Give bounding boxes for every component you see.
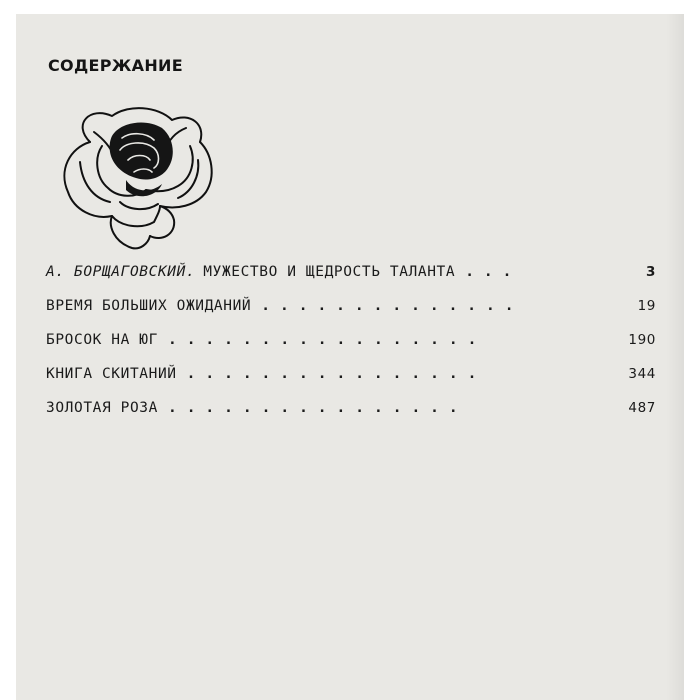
toc-entry-title: КНИГА СКИТАНИЙ	[46, 366, 177, 382]
toc-entry-title: МУЖЕСТВО И ЩЕДРОСТЬ ТАЛАНТА	[203, 264, 456, 280]
page-edge-shadow	[666, 14, 684, 700]
toc-entry-title: ВРЕМЯ БОЛЬШИХ ОЖИДАНИЙ	[46, 298, 252, 314]
book-page	[16, 14, 684, 700]
toc-entry-page: 344	[628, 366, 656, 382]
toc-entry-leader: .................	[167, 332, 487, 348]
toc-entry	[46, 382, 656, 416]
toc-entry-leader: ...	[465, 264, 522, 280]
toc-entry-page: 190	[628, 332, 656, 348]
table-of-contents	[46, 246, 656, 416]
contents-heading: СОДЕРЖАНИЕ	[48, 56, 183, 75]
toc-entry-title: ЗОЛОТАЯ РОЗА	[46, 400, 158, 416]
toc-entry-author: А. БОРЩАГОВСКИЙ.	[46, 264, 196, 280]
toc-entry-leader: ................	[186, 366, 487, 382]
toc-entry-title: БРОСОК НА ЮГ	[46, 332, 158, 348]
toc-entry	[46, 246, 656, 280]
toc-entry-page: 19	[637, 298, 656, 314]
toc-entry	[46, 314, 656, 348]
toc-entry-leader: ................	[167, 400, 468, 416]
toc-entry	[46, 280, 656, 314]
toc-entry-leader: ..............	[261, 298, 524, 314]
toc-entry	[46, 348, 656, 382]
toc-entry-page: 3	[646, 264, 656, 280]
rose-illustration	[50, 102, 220, 254]
toc-entry-page: 487	[628, 400, 656, 416]
